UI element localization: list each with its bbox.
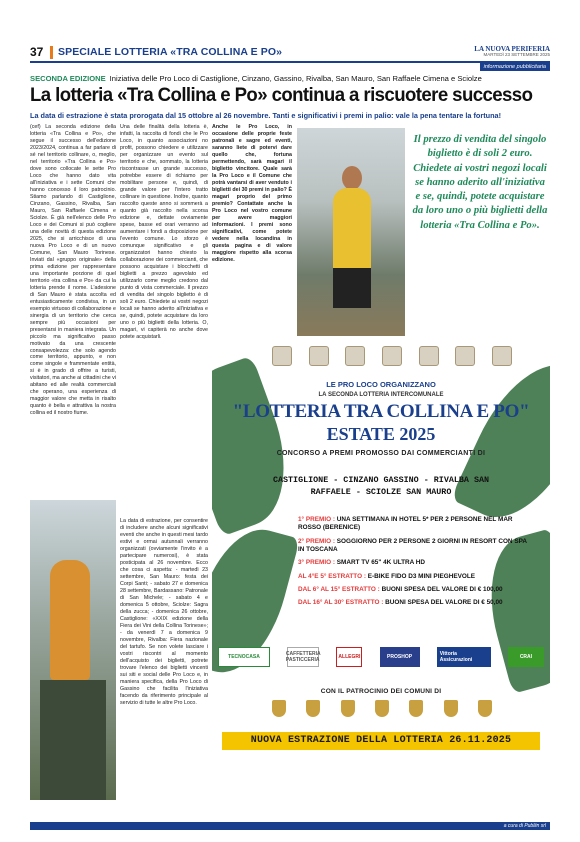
crest-icon bbox=[478, 700, 492, 717]
prize-label: 1° PREMIO : bbox=[298, 516, 335, 523]
article-column-2: Una delle finalità della lotteria è, infatti, la raccolta di fondi che le Pro Loco, in quanto associazioni no profit, possono chiedere e utilizzare per organizzare un evento sul territorio e che, sommato, la lotteria riscontrasse un grande successo, potrebbe essere di richiamo per mobilitare persone e, quindi, di grande valore per l'intero tratto collinare in questione. Inoltre, quanto raccolto queste anno si sommerà a quanto già raccolto nella scorsa edizione e, dettate ovviamente spese, basse ed orari verranno ad aumentare i fondi a disposizione per l'evento comune. Lo sforzo è comunque significativo e gli organizzatori hanno chiesto la collaborazione dei commercianti, che possono acquistare i blocchetti di biglietti a prezzo agevolato ed utilizzarlo come meglio credono dal punto di vista commerciale. Il prezzo di vendita del singolo biglietto è di soli 2 euro. Chiedete ai vostri negozi locali se hanno aderito all'iniziativa e se, quindi, potete acquistare da loro uno o più biglietti della lotteria. O, magari, vi capiterà no anche dove potete acquistarli. bbox=[120, 124, 208, 340]
poster-title: "LOTTERIA TRA COLLINA E PO" bbox=[232, 401, 530, 422]
pro-loco-logos bbox=[272, 346, 512, 372]
article-column-3a: Anche le Pro Loco, in occasione delle proprie feste patronali e sagre ed eventi, saranno liete di potervi dare quello che, fortuna permettendo, sarà magari il biglietto vincitore. Quale sarà la Pro Loco e il Comune che potrà vantarsi di aver venduto i biglietti dei 30 premi in palio? È magari proprio del primo premio? Contattate anche la Pro Loco nel vostro comune per avere maggiori informazioni. I premi sono significativi, come potete vedere nella locandina in questa pagina e di valore maggiore rispetto alla scorsa edizione. bbox=[212, 124, 292, 263]
article-column-3 bbox=[212, 124, 292, 324]
prize-text: UNA SETTIMANA IN HOTEL 5* PER 2 PERSONE NEL MAR ROSSO (BERENICE) bbox=[298, 516, 513, 532]
crest-icon bbox=[306, 700, 320, 717]
prize-item bbox=[298, 586, 528, 594]
poster-season: ESTATE 2025 bbox=[326, 424, 436, 444]
headline: La lotteria «Tra Collina e Po» continua a riscuotere successo bbox=[30, 85, 533, 106]
photo-mascot-person bbox=[40, 680, 106, 800]
page-number: 37 bbox=[30, 45, 44, 59]
subhead: La data di estrazione è stata prorogata dal 15 ottobre al 26 novembre. Tanti e significativi i premi in palio: vale la pena tentare la fortuna! bbox=[30, 111, 502, 120]
pro-loco-logo bbox=[382, 346, 402, 366]
poster-towns: CASTIGLIONE - CINZANO GASSINO - RIVALBA SAN RAFFAELE - SCIOLZE SAN MAURO bbox=[272, 475, 490, 498]
header-rule bbox=[30, 61, 550, 63]
prize-item bbox=[298, 538, 528, 555]
crest-icon bbox=[341, 700, 355, 717]
masthead-title: LA NUOVA PERIFERIA bbox=[474, 45, 550, 54]
poster-subtitle: LA SECONDA LOTTERIA INTERCOMUNALE bbox=[318, 392, 444, 398]
prize-list bbox=[298, 516, 528, 613]
sponsor-logos bbox=[218, 644, 544, 670]
sponsor-allegri-logo: ALLEGRI bbox=[336, 647, 362, 667]
header-separator bbox=[50, 46, 53, 59]
pro-loco-logo bbox=[492, 346, 512, 366]
kicker-label: SECONDA EDIZIONE bbox=[30, 74, 106, 83]
poster-organizers: LE PRO LOCO ORGANIZZANO bbox=[326, 380, 436, 389]
sponsor-tecnocasa-logo: TECNOCASA bbox=[218, 647, 270, 667]
section-title: SPECIALE LOTTERIA «TRA COLLINA E PO» bbox=[58, 46, 283, 58]
prize-text: E-BIKE FIDO D3 MINI PIEGHEVOLE bbox=[367, 572, 475, 580]
municipal-crests bbox=[272, 700, 492, 720]
sponsor-crai-logo: CRAI bbox=[508, 647, 544, 667]
article-column-3b: La data di estrazione, per consentire di includere anche alcuni significativi eventi che anche in questi mesi tardo estivi e ormai autunnali verranno organizzati (ovviamente l'invito è a partecipare numerosi), è stata posticipata al 26 novembre. Ecco che cosa ci aspetta: - martedì 23 settembre, San Mauro: festa dei Corpi Santi; - sabato 27 e domenica 28 settembre, Bardassano: Patronale di San Michele; - sabato 4 e domenica 5 ottobre, Sciolze: Sagra della zucca; - domenica 26 ottobre, Castiglione: «XXIX edizione della Fiera dei Vini della Collina Torinese»; - da venerdì 7 a domenica 9 novembre, Rivalba: Fiera nazionale del tartufo. Se non volete lasciare i vostri riscontri al momento dell'acquisto dei biglietti, potrete trovare l'elenco dei biglietti vincenti sui siti e social delle Pro Loco e, in maniera specifica, della Pro Loco di Gassino che facilita l'iniziativa facendo da riferimento principale al servizio di tutte le altre Pro Loco. bbox=[120, 518, 208, 706]
prize-text: SOGGIORNO PER 2 PERSONE 2 GIORNI IN RESORT CON SPA IN TOSCANA bbox=[298, 537, 527, 553]
article-column-1: (cef) La seconda edizione della lotteria «Tra Collina e Po», che segue il successo dell'edizione 2023/2024, continua a far parlare di sé nel territorio collinare, o, meglio, nel territorio «Tra Collina e Po» dove sono collocate le sette Pro Loco che hanno dato vita all'iniziativa e i sette Comuni che hanno concesso il loro patrocinio. Stiamo parlando di Castiglione, Cinzano, Gassino, Rivalba, San Mauro, San Raffaele Cimena e Sciolze. È già nell'elenco delle Pro Loco e dei Comuni si può cogliere una delle novità di questa edizione 2025, che si arricchisce di una nuova Pro Loco e di un nuovo Comune, San Mauro Torinese. Inviati dal «gruppo originale» della prima edizione per rappresentare una importante porzione di quel territorio «tra collina e Po» da cui la lotteria prende il nome. L'adesione di San Mauro è stata accolta ed entusiasticamente condivisa, in un esempio virtuoso di collaborazione e sinergia di un territorio che cerca sempre più occasioni per presentarsi in maniera integrata. Un piccolo ma significativo passo motivato da una crescente consapevolezza: che solo agendo come territorio, appunto, e non come singole e frammentate entità, si è in grado di offrire a turisti, visitatori, ma anche ai cittadini che vi abitano ed alle realtà commerciali che operano, una esperienza di maggior valore che metta in risalto quanto è bella e attrattiva la nostra collina ed il nostro fiume. bbox=[30, 124, 116, 417]
prize-text: BUONI SPESA DEL VALORE DI € 50,00 bbox=[385, 599, 503, 607]
publi-label: informazione pubblicitaria bbox=[480, 63, 550, 71]
kicker bbox=[30, 74, 555, 83]
photo-mascot bbox=[30, 500, 116, 800]
sponsor-caffetteria-logo: CAFFETTERIA PASTICCERIA bbox=[287, 647, 319, 667]
crest-icon bbox=[375, 700, 389, 717]
pro-loco-logo bbox=[309, 346, 329, 366]
prize-label: DAL 16° AL 30° ESTRATTO : bbox=[298, 599, 384, 607]
patrocinio-heading: CON IL PATROCINIO DEI COMUNI DI bbox=[320, 688, 442, 695]
prize-text: SMART TV 65" 4K ULTRA HD bbox=[336, 559, 426, 567]
prize-label: 2° PREMIO : bbox=[298, 537, 335, 545]
estrazione-banner: NUOVA ESTRAZIONE DELLA LOTTERIA 26.11.2025 bbox=[222, 732, 540, 750]
crest-icon bbox=[444, 700, 458, 717]
prize-item bbox=[298, 599, 528, 607]
photo-figure-head bbox=[342, 166, 362, 190]
pro-loco-logo bbox=[455, 346, 475, 366]
prize-label: 3° PREMIO : bbox=[298, 559, 335, 567]
prize-text: BUONI SPESA DEL VALORE DI € 100,00 bbox=[381, 585, 503, 593]
kicker-text: Iniziativa delle Pro Loco di Castiglione, Cinzano, Gassino, Rivalba, San Mauro, San Raffaele Cimena e Sciolze bbox=[109, 74, 482, 83]
photo-mascot-figure bbox=[50, 560, 90, 680]
prize-item bbox=[298, 573, 528, 581]
prize-item bbox=[298, 516, 528, 533]
crest-icon bbox=[272, 700, 286, 717]
masthead-date: MARTEDÌ 23 SETTEMBRE 2025 bbox=[483, 52, 550, 58]
pro-loco-logo bbox=[345, 346, 365, 366]
sponsor-vittoria-logo: Vittoria Assicurazioni bbox=[437, 647, 491, 667]
crest-icon bbox=[409, 700, 423, 717]
prize-label: DAL 6° AL 15° ESTRATTO : bbox=[298, 585, 380, 593]
prize-item bbox=[298, 559, 528, 567]
sponsor-proshop-logo: PROSHOP bbox=[380, 647, 420, 667]
pull-quote: Il prezzo di vendita del singolo biglietto è di soli 2 euro. Chiedete ai vostri negozi locali se hanno aderito all'iniziativa e se, quindi, potete acquistare da loro uno o più biglietti della lotteria «Tra Collina e Po». bbox=[412, 134, 548, 231]
footer-credit: a cura di Publiin srl bbox=[503, 823, 546, 829]
page-footer bbox=[30, 822, 550, 830]
lottery-poster bbox=[212, 336, 550, 782]
photo-figure-shorts bbox=[333, 268, 371, 308]
photo-runner bbox=[297, 128, 405, 338]
pro-loco-logo bbox=[272, 346, 292, 366]
masthead bbox=[474, 46, 550, 58]
pro-loco-logo bbox=[419, 346, 439, 366]
page-header bbox=[30, 44, 550, 60]
prize-label: AL 4°E 5° ESTRATTO : bbox=[298, 572, 366, 580]
poster-concorso: CONCORSO A PREMI PROMOSSO DAI COMMERCIANTI DI bbox=[276, 450, 486, 457]
